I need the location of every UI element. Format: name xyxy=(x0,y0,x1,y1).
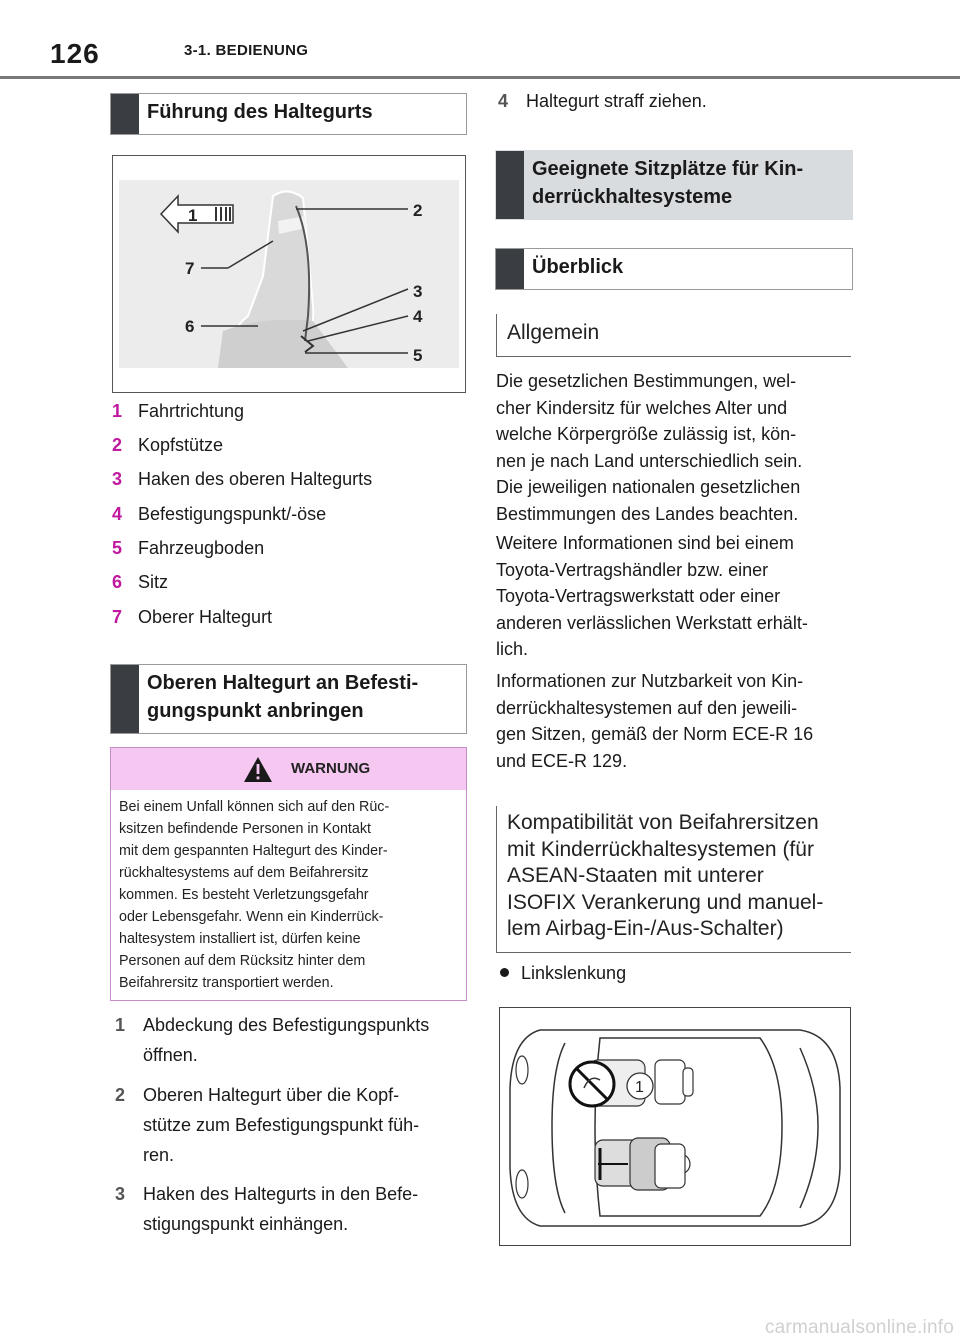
seat-diagram xyxy=(113,156,465,392)
heading-bar xyxy=(496,151,524,219)
warning-header xyxy=(111,748,466,790)
watermark: carmanualsonline.info xyxy=(764,1317,954,1338)
callout-1: 1 xyxy=(188,206,198,225)
bullet-item: Linkslenkung xyxy=(500,963,626,984)
section-heading-overview xyxy=(495,248,853,290)
section-heading-text: Führung des Haltegurts xyxy=(147,101,373,123)
section-heading-text: Geeignete Sitzplätze für Kin- derrückhaltesysteme xyxy=(532,158,804,208)
callout-5: 5 xyxy=(413,346,423,365)
subheading-general: Allgemein xyxy=(496,314,851,357)
car-top-view-diagram xyxy=(500,1008,850,1245)
chapter-title: 3-1. BEDIENUNG xyxy=(184,42,309,59)
warning-text: Bei einem Unfall können sich auf den Rüc- ksitzen befindende Personen in Kontakt mit dem gespannten Haltegurt des Kinder- rückhaltesystems auf dem Beifahrersitz kommen. Es besteht Verletzungsgefahr oder Lebensgefahr. Wenn ein Kinderrück- haltesystem installiert ist, dürfen keine Personen auf dem Rücksitz hinter dem Beifahrersitz transportiert werden. xyxy=(119,799,390,991)
callout-1: 1 xyxy=(635,1079,644,1096)
paragraph-regulations: Die gesetzlichen Bestimmungen, wel- cher Kindersitz für welches Alter und welche Körpergröße zulässig ist, kön- nen je nach Land unterschiedlich sein. Die jeweiligen nationalen gesetzlichen Bestimmungen des Landes beachten. xyxy=(496,371,803,524)
callout-6: 6 xyxy=(185,317,195,336)
section-heading-text: Überblick xyxy=(532,256,624,278)
page-number: 126 xyxy=(50,38,100,69)
legend-item: 7 Oberer Haltegurt xyxy=(112,607,273,627)
warning-box xyxy=(110,747,467,1001)
heading-bar xyxy=(111,94,139,134)
legend-item: 4 Befestigungspunkt/-öse xyxy=(112,504,327,524)
bullet-dot xyxy=(500,968,509,977)
callout-2: 2 xyxy=(413,201,423,220)
heading-bar xyxy=(496,249,524,289)
section-heading-guide xyxy=(110,93,467,135)
heading-bar xyxy=(111,665,139,733)
car-seating-illustration xyxy=(499,1007,851,1246)
callout-4: 4 xyxy=(413,307,423,326)
callout-7: 7 xyxy=(185,259,195,278)
paragraph-dealer-info: Weitere Informationen sind bei einem Toyota-Vertragshändler bzw. einer Toyota-Vertragswerkstatt oder einer anderen verlässlichen Werkstatt erhält- lich. xyxy=(496,533,808,659)
header-divider xyxy=(0,76,960,79)
legend-item: 2 Kopfstütze xyxy=(112,435,224,455)
legend-item: 3 Haken des oberen Haltegurts xyxy=(112,469,373,489)
step-item: 1 Abdeckung des Befestigungspunkts öffnen. xyxy=(115,1015,430,1065)
section-heading-attach xyxy=(110,664,467,734)
warning-title: WARNUNG xyxy=(291,760,371,777)
section-heading-suitable-seats xyxy=(495,150,853,220)
legend-item: 5 Fahrzeugboden xyxy=(112,538,265,558)
step-item: 4 Haltegurt straff ziehen. xyxy=(498,91,707,111)
section-heading-text: Oberen Haltegurt an Befesti- gungspunkt anbringen xyxy=(147,672,419,722)
warning-triangle-icon xyxy=(243,756,273,783)
step-item: 3 Haken des Haltegurts in den Befe- stigungspunkt einhängen. xyxy=(115,1184,419,1234)
callout-3: 3 xyxy=(413,282,423,301)
legend-item: 6 Sitz xyxy=(112,572,169,592)
legend-item: 1 Fahrtrichtung xyxy=(112,401,245,421)
paragraph-norm-info: Informationen zur Nutzbarkeit von Kin- derrückhaltesystemen auf den jeweili- gen Sitzen, gemäß der Norm ECE-R 16 und ECE-R 129. xyxy=(496,671,814,771)
subheading-compatibility: Kompatibilität von Beifahrersitzen mit Kinderrückhaltesystemen (für ASEAN-Staaten mit unterer ISOFIX Verankerung und manuel- lem Airbag-Ein-/Aus-Schalter) xyxy=(496,806,851,953)
seat-illustration xyxy=(112,155,466,393)
step-item: 2 Oberen Haltegurt über die Kopf- stütze zum Befestigungspunkt füh- ren. xyxy=(115,1085,420,1165)
